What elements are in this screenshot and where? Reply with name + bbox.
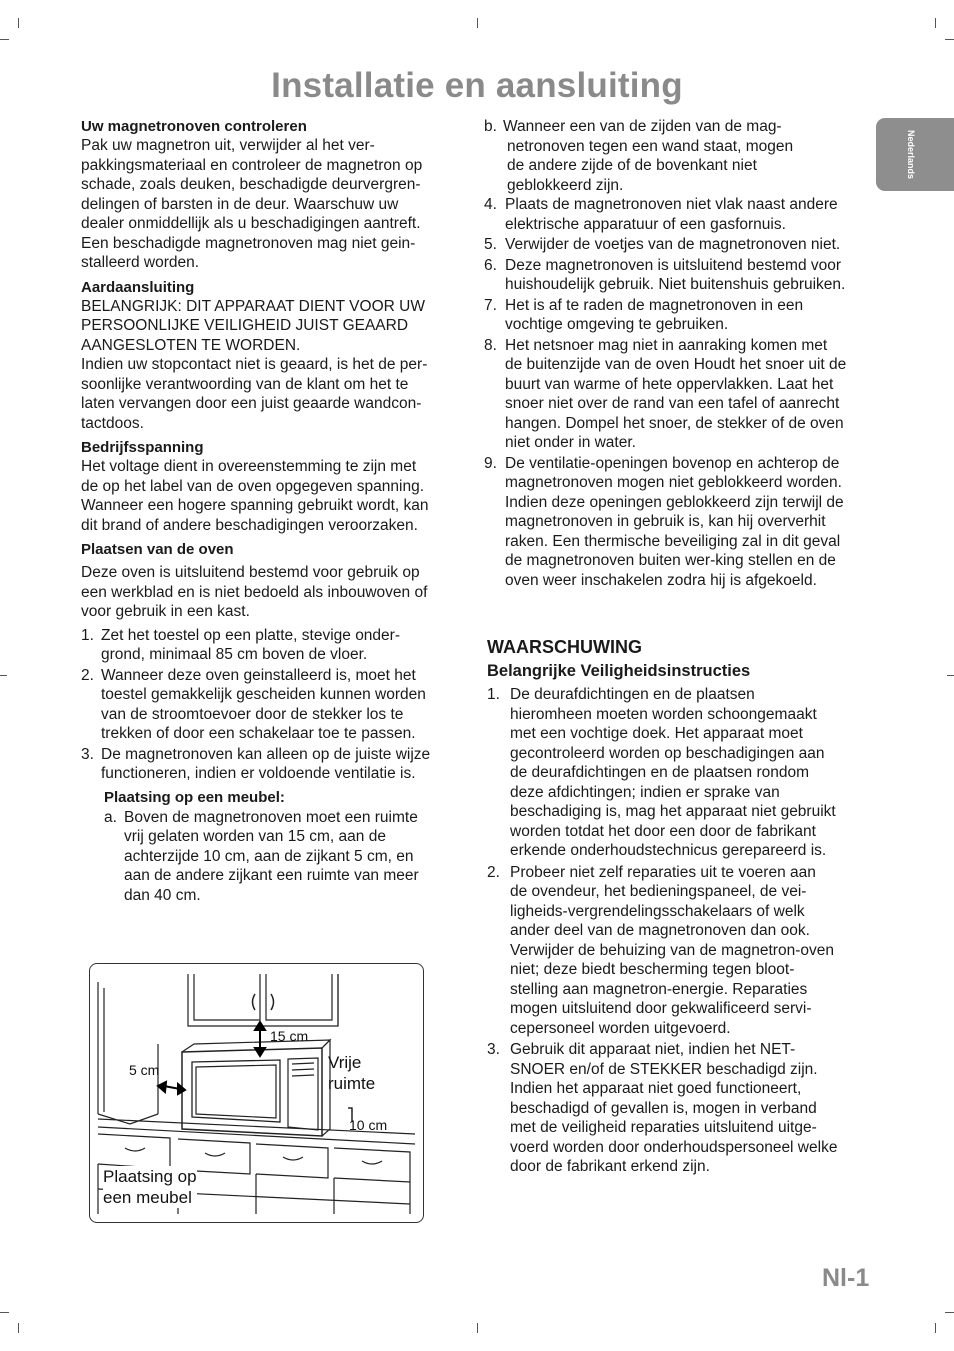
text-line: dealer onmiddellijk als u beschadigingen aantreft. bbox=[81, 215, 421, 232]
crop-mark bbox=[0, 39, 9, 40]
list-number: 4. bbox=[484, 196, 497, 213]
text-line: hieromheen moeten worden schoongemaakt bbox=[510, 705, 817, 723]
text-line: ruimte bbox=[328, 1074, 376, 1093]
text-line: Verwijder de voetjes van de magnetronoven niet. bbox=[505, 236, 841, 253]
text-line: de deurafdichtingen en de plaatsen rondom bbox=[510, 764, 810, 781]
text-line: achterzijde 10 cm, aan de zijkant 5 cm, en bbox=[124, 847, 414, 865]
text-line: stelling aan magnetron-energie. Reparaties bbox=[510, 980, 808, 998]
text-line: Indien uw stopcontact niet is geaard, is het de per- bbox=[81, 356, 428, 373]
text-line: Plaatsing op bbox=[103, 1167, 197, 1186]
text-line: de magnetronoven buiten wer-king stellen en de bbox=[505, 552, 836, 569]
text-line: de andere zijde of de bovenkant niet bbox=[507, 157, 757, 174]
page-title: Installatie en aansluiting bbox=[271, 66, 683, 105]
crop-mark bbox=[935, 18, 936, 28]
list-number: 6. bbox=[484, 256, 497, 274]
left-column bbox=[81, 117, 465, 905]
crop-mark bbox=[18, 18, 19, 28]
safety-instructions-list bbox=[484, 685, 884, 1177]
text-line: gecontroleerd worden op beschadigingen aan bbox=[510, 744, 825, 762]
crop-mark bbox=[0, 675, 7, 676]
list-item bbox=[81, 745, 465, 784]
text-line: beschadigd of gevallen is, mogen in verband bbox=[510, 1099, 817, 1117]
paragraph-placement bbox=[81, 563, 465, 622]
crop-mark bbox=[477, 18, 478, 28]
list-item bbox=[484, 685, 884, 861]
text-line: beschadiging is, mag het apparaat niet gebruikt bbox=[510, 803, 836, 820]
list-number: b. bbox=[484, 118, 497, 135]
text-line: Wanneer een van de zijden van de mag- bbox=[503, 118, 782, 135]
text-line: netronoven tegen een wand staat, mogen bbox=[507, 137, 794, 155]
free-space-label bbox=[328, 1052, 375, 1094]
text-line: Wanneer een hogere spanning gebruikt wordt, kan bbox=[81, 497, 429, 514]
heading-check-oven: Uw magnetronoven controleren bbox=[81, 118, 307, 135]
installation-illustration bbox=[89, 963, 424, 1223]
text-line: ander deel van de magnetronoven dan ook. bbox=[510, 922, 810, 939]
text-line: Plaats de magnetronoven niet vlak naast andere bbox=[505, 196, 838, 213]
dimension-label-top: 15 cm bbox=[270, 1028, 309, 1044]
text-line: niet; deze biedt bescherming tegen bloot- bbox=[510, 961, 795, 978]
text-line: dan 40 cm. bbox=[124, 886, 201, 904]
text-line: Het voltage dient in overeenstemming te zijn met bbox=[81, 458, 417, 475]
heading-voltage: Bedrijfsspanning bbox=[81, 439, 204, 456]
list-item bbox=[81, 626, 465, 665]
dimension-label-side: 5 cm bbox=[129, 1062, 160, 1078]
list-item bbox=[484, 117, 884, 195]
crop-mark bbox=[0, 1312, 9, 1313]
text-line: hangen. Dompel het snoer, de stekker of de oven bbox=[505, 414, 844, 432]
text-line: functioneren, indien er voldoende ventilatie is. bbox=[101, 765, 416, 782]
crop-mark bbox=[945, 39, 954, 40]
text-line: De ventilatie-openingen bovenop en achterop de bbox=[505, 454, 840, 472]
paragraph-check-oven bbox=[81, 136, 465, 273]
text-line: Het is af te raden de magnetronoven in een bbox=[505, 296, 804, 314]
text-line: huishoudelijk gebruik. Niet buitenshuis gebruiken. bbox=[505, 276, 846, 293]
right-column bbox=[484, 117, 884, 1177]
text-line: ligheids-vergrendelingsschakelaars of welk bbox=[510, 902, 805, 920]
list-item bbox=[484, 863, 884, 1039]
text-line: aan de andere zijkant een ruimte van meer bbox=[124, 867, 419, 884]
text-line: stalleerd worden. bbox=[81, 254, 200, 271]
text-line: pakkingsmateriaal en controleer de magnetron op bbox=[81, 156, 423, 174]
text-line: Indien deze openingen geblokkeerd zijn terwijl de bbox=[505, 493, 844, 511]
dimension-label-back: 10 cm bbox=[349, 1117, 388, 1133]
text-line: schade, zoals deuken, beschadigde deurvergren- bbox=[81, 176, 421, 193]
text-line: voerd worden door onderhoudspersoneel welke bbox=[510, 1138, 838, 1156]
text-line: Het netsnoer mag niet in aanraking komen met bbox=[505, 336, 828, 354]
text-line: buurt van warme of hete oppervlakken. Laat het bbox=[505, 375, 834, 393]
text-line: De magnetronoven kan alleen op de juiste wijze bbox=[101, 745, 431, 763]
heading-grounding: Aardaansluiting bbox=[81, 278, 195, 296]
text-line: Boven de magnetronoven moet een ruimte bbox=[124, 808, 418, 826]
text-line: door de fabrikant erkend zijn. bbox=[510, 1158, 710, 1175]
list-item bbox=[484, 256, 884, 295]
text-line: mogen uitsluitend door gekwalificeerd servi- bbox=[510, 1000, 812, 1017]
crop-mark bbox=[18, 1323, 19, 1333]
text-line: de op het label van de oven opgegeven spanning. bbox=[81, 477, 425, 495]
placement-list-continued bbox=[484, 195, 884, 590]
text-line: De deurafdichtingen en de plaatsen bbox=[510, 686, 755, 703]
text-line: de ovendeur, het bedieningspaneel, de vei- bbox=[510, 883, 807, 900]
list-item bbox=[104, 808, 465, 906]
text-line: met een vochtige doek. Het apparaat moet bbox=[510, 725, 803, 742]
list-number: a. bbox=[104, 808, 117, 826]
heading-placement: Plaatsen van de oven bbox=[81, 541, 234, 558]
text-line: Deze magnetronoven is uitsluitend bestemd voor bbox=[505, 256, 842, 274]
text-line: vochtige omgeving te gebruiken. bbox=[505, 316, 729, 333]
text-line: PERSOONLIJKE VEILIGHEID JUIST GEAARD bbox=[81, 317, 409, 334]
text-line: Gebruik dit apparaat niet, indien het NET- bbox=[510, 1041, 796, 1058]
text-line: erkende onderhoudstechnicus gerepareerd is. bbox=[510, 842, 827, 859]
list-number: 5. bbox=[484, 236, 497, 253]
text-line: Zet het toestel op een platte, stevige onder- bbox=[101, 626, 400, 644]
text-line: delingen of barsten in de deur. Waarschuw uw bbox=[81, 195, 399, 213]
list-number: 3. bbox=[81, 745, 94, 763]
list-item bbox=[484, 235, 884, 255]
list-item bbox=[484, 195, 884, 234]
text-line: Verwijder de behuizing van de magnetron-oven bbox=[510, 941, 834, 959]
text-line: Een beschadigde magnetronoven mag niet gein- bbox=[81, 234, 416, 252]
text-line: voor gebruik in een kast. bbox=[81, 603, 250, 620]
text-line: raken. Een thermische beveiliging zal in dit geval bbox=[505, 532, 841, 550]
list-item bbox=[81, 666, 465, 744]
crop-mark bbox=[935, 1323, 936, 1333]
list-item bbox=[484, 296, 884, 335]
crop-mark bbox=[945, 1312, 954, 1313]
text-line: van de stroomtoevoer door de stekker los te bbox=[101, 705, 404, 723]
crop-mark bbox=[947, 675, 954, 676]
text-line: grond, minimaal 85 cm boven de vloer. bbox=[101, 646, 368, 663]
text-line: met de veiligheid reparaties uitsluitend uitge- bbox=[510, 1119, 817, 1136]
list-number: 9. bbox=[484, 454, 497, 472]
text-line: Indien het apparaat niet goed functioneert, bbox=[510, 1080, 802, 1097]
text-line: AANGESLOTEN TE WORDEN. bbox=[81, 336, 301, 354]
list-number: 1. bbox=[81, 626, 94, 644]
placement-list bbox=[81, 626, 465, 784]
text-line: laten vervangen door een juist geaarde wandcon- bbox=[81, 395, 422, 412]
list-number: 2. bbox=[487, 863, 500, 881]
language-tab bbox=[876, 118, 954, 191]
heading-furniture: Plaatsing op een meubel: bbox=[104, 788, 285, 806]
text-line: tactdoos. bbox=[81, 414, 144, 432]
text-line: worden totdat het door een door de fabrikant bbox=[510, 822, 816, 840]
warning-heading: WAARSCHUWING bbox=[487, 637, 642, 657]
list-number: 1. bbox=[487, 686, 500, 703]
text-line: Wanneer deze oven geinstalleerd is, moet het bbox=[101, 666, 416, 684]
text-line: toestel gemakkelijk gescheiden kunnen worden bbox=[101, 686, 426, 703]
text-line: een werkblad en is niet bedoeld als inbouwoven of bbox=[81, 583, 428, 601]
text-line: Vrije bbox=[328, 1053, 362, 1072]
crop-mark bbox=[477, 1323, 478, 1333]
text-line: deze afdichtingen; indien er sprake van bbox=[510, 783, 780, 801]
text-line: oven weer inschakelen zodra hij is afgekoeld. bbox=[505, 571, 817, 589]
list-number: 7. bbox=[484, 296, 497, 314]
warning-subheading: Belangrijke Veiligheidsinstructies bbox=[487, 662, 751, 680]
text-line: magnetronoven mogen niet geblokkeerd worden. bbox=[505, 474, 842, 491]
language-tab-label: Nederlands bbox=[906, 130, 916, 180]
furniture-label bbox=[103, 1166, 197, 1208]
paragraph-grounding bbox=[81, 297, 465, 434]
list-number: 8. bbox=[484, 336, 497, 354]
text-line: niet onder in water. bbox=[505, 434, 636, 451]
text-line: cepersoneel worden uitgevoerd. bbox=[510, 1019, 731, 1037]
text-line: Pak uw magnetron uit, verwijder al het ver- bbox=[81, 137, 375, 154]
text-line: de buitenzijde van de oven Houdt het snoer uit de bbox=[505, 356, 847, 373]
furniture-placement bbox=[81, 788, 465, 906]
text-line: magnetronoven in gebruik is, kan hij oververhit bbox=[505, 513, 826, 530]
text-line: geblokkeerd zijn. bbox=[507, 176, 624, 194]
paragraph-voltage bbox=[81, 457, 465, 535]
text-line: SNOER en/of de STEKKER beschadigd zijn. bbox=[510, 1060, 818, 1078]
text-line: BELANGRIJK: DIT APPARAAT DIENT VOOR UW bbox=[81, 297, 425, 315]
text-line: vrij gelaten worden van 15 cm, aan de bbox=[124, 828, 386, 845]
list-number: 2. bbox=[81, 666, 94, 684]
list-item bbox=[484, 454, 884, 591]
text-line: trekken of door een schakelaar toe te passen. bbox=[101, 725, 416, 742]
text-line: Deze oven is uitsluitend bestemd voor gebruik op bbox=[81, 564, 420, 581]
text-line: dit brand of andere beschadigingen veroorzaken. bbox=[81, 516, 418, 534]
text-line: soonlijke verantwoording van de klant om het te bbox=[81, 375, 409, 393]
list-item bbox=[484, 336, 884, 453]
text-line: snoer niet over de rand van een tafel of aanrecht bbox=[505, 395, 840, 412]
page-number: Nl-1 bbox=[822, 1264, 870, 1292]
text-line: elektrische apparatuur of een gasfornuis. bbox=[505, 215, 786, 233]
list-number: 3. bbox=[487, 1041, 500, 1058]
text-line: Probeer niet zelf reparaties uit te voeren aan bbox=[510, 863, 816, 881]
list-item bbox=[484, 1040, 884, 1177]
text-line: een meubel bbox=[103, 1188, 192, 1207]
